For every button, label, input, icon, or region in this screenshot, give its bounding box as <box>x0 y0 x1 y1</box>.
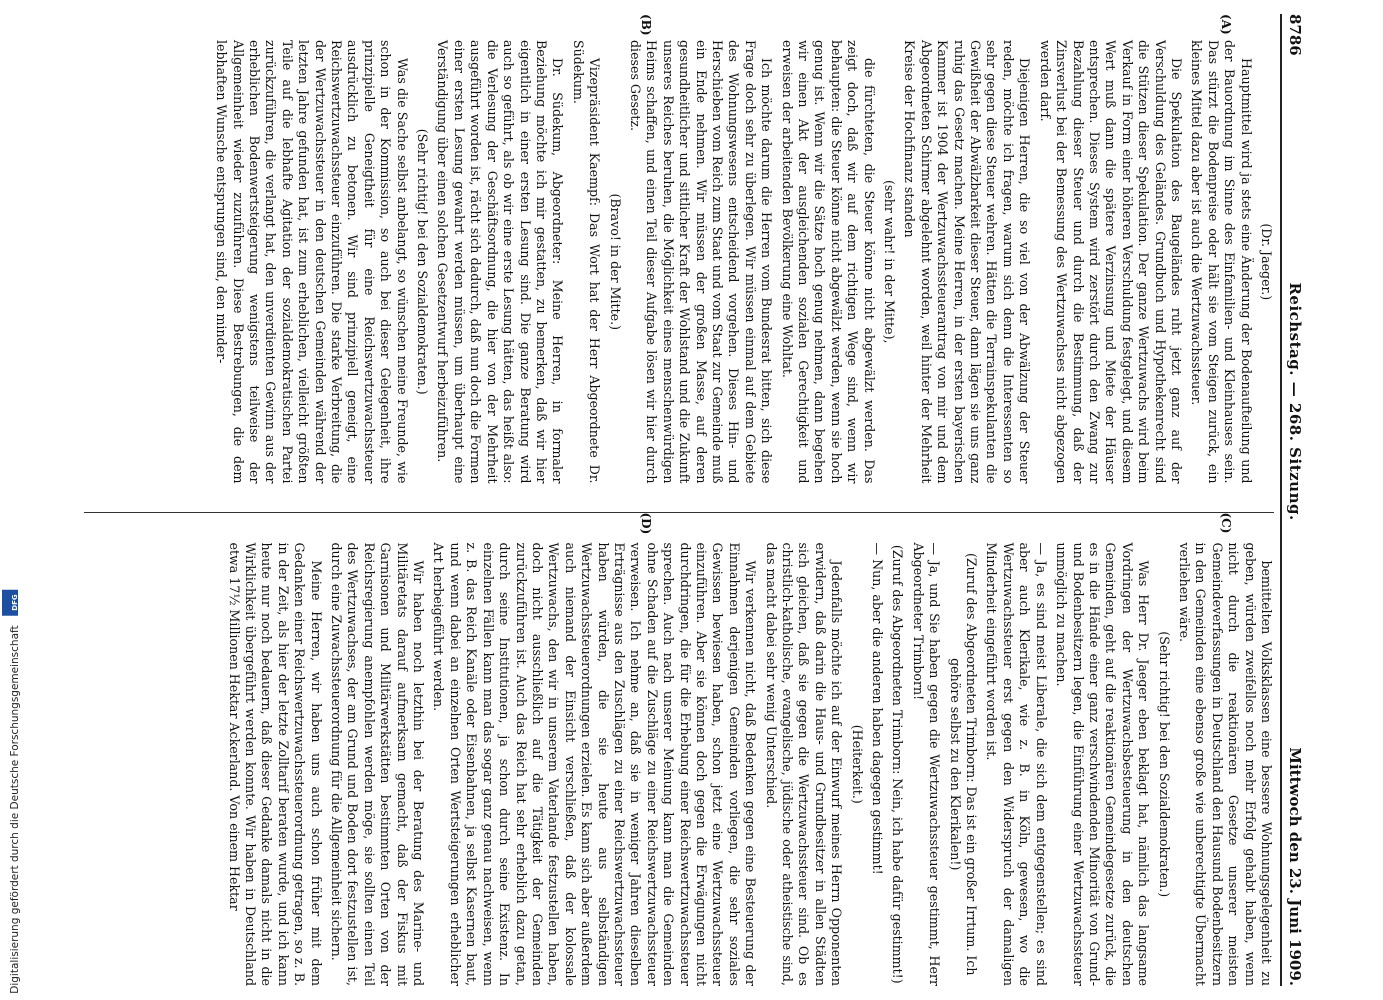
paragraph: Was die Sache selbst anbelangt, so wünschen meine Freunde, wie schon in der Kommission, so auch bei dieser Gelegenheit, ihre prinzipielle Geneigtheit für eine Reichswertzuwachssteuer ausdrücklich zu betonen. Wir sind prinzipiell geneigt, eine Reichswertzuwachssteuer einzuführen. Die starke Verbreitung, die der Wertzuwachssteuer in den deutschen Gemeinden während der letzten Jahre gefunden hat, ist zum erheblichen, vielleicht größten Teile auf die lebhafte Agitation der sozialdemokratischen Partei zurückzuführen, die verlangt hat, den unverdienten Gewinn aus der erheblichen Bodenwertsteigerung wenigstens teilweise der Allgemeinheit wieder zuzuführen. Diese Bestrebungen, die dem lebhaften Wunsche entsprungen sind, den minder- <box>214 40 410 484</box>
right-column <box>84 512 1274 987</box>
margin-mark-b: (B) <box>639 14 653 36</box>
paragraph: Hauptmittel wird ja stets eine Änderung der Bodenaufteilung und der Bauordnung im Sinne des Einfamilien- und Kleinhauses sein. Das stürzt die Bodenpreise oder hält sie vom Steigen zurück, ein kleines Mittel dazu aber ist auch die Wertzuwachssteuer. <box>1189 40 1254 484</box>
paragraph: bemittelten Volksklassen eine bessere Wohnungsgelegenheit zu geben, würden zweifellos noch mehr Erfolg gehabt haben, wenn nicht durch die reaktionären Gesetze unserer meisten Gemeindeverfassungen in Deutschland den Hausund Bodenbesitzern in den Gemeinden eine ebenso große wie unberechtigte Übermacht verliehen wäre. <box>1176 542 1274 986</box>
left-column <box>84 14 1274 484</box>
paragraph: (Zuruf des Abgeordneten Trimborn: Nein, ich habe dafür gestimmt!) <box>890 544 906 984</box>
paragraph: (Dr. Jaeger.) <box>1259 223 1274 301</box>
paragraph: — Nun, aber die anderen haben dagegen gestimmt! <box>870 542 886 875</box>
paragraph: Jedenfalls möchte ich auf der Einwurf meines Herrn Opponenten erwidern, daß darin die Haus- und Grundbesitzer in allen Städten sich gleichen, daß sie gegen die Wertzuwachssteuer sind. Ob es christlich-katholische, evangelische, jüdische oder atheistische sind, das macht dabei sehr wenig Unterschied. <box>763 542 845 986</box>
paragraph: (sehr wahr! in der Mitte), <box>882 179 898 344</box>
paragraph: (Bravo! in der Mitte.) <box>607 193 623 331</box>
text-columns <box>84 14 1274 986</box>
page-number: 8786 <box>1286 14 1304 56</box>
paragraph: Dr. Südekum, Abgeordneter: Meine Herren, in formaler Beziehung möchte ich mir gestatten, zu bemerken, daß wir hier eigentlich in einer ersten Lesung sind. Die ganze Beratung wird auch so geführt, als ob wir eine erste Lesung hätten, das heißt also: die Verlesung der Geschäftsordnung, die hier von der Mehrheit ausgeführt worden ist, rächt sich dadurch, daß nun doch die Formen einer ersten Lesung gewahrt werden müssen, um überhaupt eine Verständigung über einen solchen Gesetzentwurf herbeizuführen. <box>435 40 566 484</box>
paragraph: (Sehr richtig! bei den Sozialdemokraten.) <box>415 128 431 395</box>
paragraph: Ich möchte darum die Herren vom Bundesrat bitten, sich diese Frage doch sehr zu überlegen. Wir müssen einmal auf dem Gebiete des Wohnungswesens entscheidend vorgehen. Dieses Hin- und Herschieben vom Reich zum Staat und vom Staat zur Gemeinde muß ein Ende nehmen. Wir müssen der großen Masse, auf deren gesundheitlicher und sittlicher Kraft der Wohlstand und die Zukunft unseres Reiches beruhen, die Möglichkeit eines menschenwürdigen Heims schaffen, und einen Teil dieser Aufgabe lösen wir hier durch dieses Gesetz. <box>627 40 775 484</box>
dfg-logo: DFG <box>2 590 18 616</box>
side-note-text: Digitalisierung gefördert durch die Deutsche Forschungsgemeinschaft <box>8 625 21 994</box>
paragraph: — Ja, und Sie haben gegen die Wertzuwachssteuer gestimmt, Herr Abgeordneter Trimborn! <box>910 542 943 986</box>
margin-mark-d: (D) <box>639 512 653 535</box>
paragraph: (Heiterkeit.) <box>849 724 865 804</box>
header-date: Mittwoch den 23. Juni 1909. <box>1286 747 1304 986</box>
paragraph: — Ja, es sind meist Liberale, die sich dem entgegenstellen; es sind aber auch Klerikale, wie z. B. in Köln, gewesen, wo die Wertzuwachssteuer erst gegen den Widerspruch der damaligen Minderheit eingeführt worden ist. <box>984 542 1049 986</box>
paragraph: Was Herr Dr. Jaeger eben beklagt hat, nämlich das langsame Vordringen der Wertzuwachsbesteuerung in den deutschen Gemeinden, geht auf die reaktionären Gemeindegesetze zurück, die es in die Hände einer ganz verschwindenden Minorität von Grund- und Bodenbesitzern legen, die Einführung einer Wertzuwachssteuer unmöglich zu machen. <box>1054 542 1152 986</box>
page <box>70 0 1310 1000</box>
paragraph: Vizepräsident Kaempf: Das Wort hat der Herr Abgeordnete Dr. Südekum. <box>570 40 603 484</box>
paragraph: Die Spekulation des Baugeländes ruht jetzt ganz auf der Verschuldung des Geländes. Grundbuch und Hypothekenrecht sind die Stützen dieser Spekulation. Der ganze Wertzuwachs wird beim Verkauf in Form einer höheren Verschuldung festgelegt, und diesem Wert muß dann die spätere Verzinsung und Miete der Häuser entsprechen. Dieses System wird zerstört durch den Zwang zur Bezahlung dieser Steuer und durch die Bestimmung, daß der Zinsverlust bei der Bemessung des Wertzuwachses nicht abgezogen werden darf. <box>1037 40 1184 484</box>
paragraph: Diejenigen Herren, die so viel von der Abwälzung der Steuer reden, möchte ich fragen, warum sich denn die Interessenten so sehr gegen diese Steuer wehren. Hätten die Terrainspekulanten die Gewißheit der Abwälzbarkeit dieser Steuer, dann lägen sie uns ganz ruhig das Gesetz machen. Meine Herren, in der ersten bayerischen Kammer ist 1904 der Wertzuwachssteuerantrag von mir und dem Abgeordneten Schirmer abgelehnt worden, weil hinter der Mehrheit Kreise der Hochfinanz standen <box>902 40 1033 484</box>
side-note <box>0 0 22 1000</box>
paragraph: Wir verkennen nicht, daß Bedenken gegen eine Besteuerung der Einnahmen derjenigen Gemeinden vorliegen, die sehr soziales Gewissen bewiesen haben, schon jetzt eine Wertzuwachssteuer einzuführen. Aber sie können doch gegen die Erwägungen nicht durchdringen, die für die Erhebung einer Reichswertzuwachssteuer sprechen. Auch nach unserer Meinung kann man die Gemeinden ohne Schaden auf die Zuschläge zu einer Reichswertzuwachssteuer verweisen. Ich nehme an, daß sie in weniger Jahren dieselben Erträgnisse aus den Zuschlägen zu einer Reichswertzuwachssteuer haben würden, die sie heute aus selbständigen Wertzuwachssteuerordnungen erzielen. Es kann sich aber außerdem auch niemand der Einsicht verschließen, daß der kolossale Wertzuwachs, den wir in unserem Vaterlande festzustellen haben, doch nicht ausschließlich auf die Tätigkeit der Gemeinden zurückzuführen ist. Auch das Reich hat sehr erheblich dazu getan, durch seine Institutionen, ja schon durch seine Existenz. In einzelnen Fällen kann man das sogar ganz genau nachweisen, wenn z. B. das Reich Kanäle oder Eisenbahnen, ja selbst Kasernen baut, und wenn dabei an einzelnen Orten Wertsteigerungen erheblicher Art herbeigeführt werden. <box>431 542 759 986</box>
margin-mark-a: (A) <box>1219 14 1233 35</box>
paragraph: Meine Herren, wir haben uns auch schon früher mit dem Gedanken einer Reichswertzuwachssteuerordnung getragen, so z. B. in der Zeit, als hier der letzte Zolltarif beraten wurde, und ich kann heute nur noch bedauern, daß dieser Gedanke damals nicht in die Wirklichkeit übergeführt werden konnte. Wir haben in Deutschland etwa 17½ Millionen Hektar Ackerland. Von einem Hektar <box>226 542 324 986</box>
page-header <box>1280 14 1304 986</box>
header-title: Reichstag. — 268. Sitzung. <box>1286 282 1304 521</box>
paragraph: die fürchteten, die Steuer könne nicht abgewälzt werden. Das zeigt doch, daß wir auf dem richtigen Wege sind, wenn wir behaupten: die Steuer könne nicht abgewälzt werden, wenn sie hoch genug ist. Wenn wir die Sätze hoch genug nehmen, dann begehen wir einen Akt der ausgleichenden sozialen Gerechtigkeit und erweisen der arbeitenden Bevölkerung eine Wohltat. <box>779 40 877 484</box>
paragraph: Wir haben noch letzthin bei der Beratung des Marine- und Militäretats darauf aufmerksam gemacht, daß der Fiskus mit Garnisonen und Militärwerkstätten bestimmten Orten von der Reichsregierung anempfohlen werden möge, sie sollten einen Teil des Wertzuwachses, der am Grund und Boden dort festzustellen ist, durch eine Zuwachssteuerordnung für die Allgemeinheit sichern. <box>329 542 427 986</box>
margin-mark-c: (C) <box>1219 512 1233 534</box>
paragraph: (Zuruf des Abgeordneten Trimborn: Das ist ein großer Irrtum. Ich gehöre selbst zu den Klerikalen!) <box>947 552 980 976</box>
paragraph: (Sehr richtig! bei den Sozialdemokraten.) <box>1156 631 1172 898</box>
